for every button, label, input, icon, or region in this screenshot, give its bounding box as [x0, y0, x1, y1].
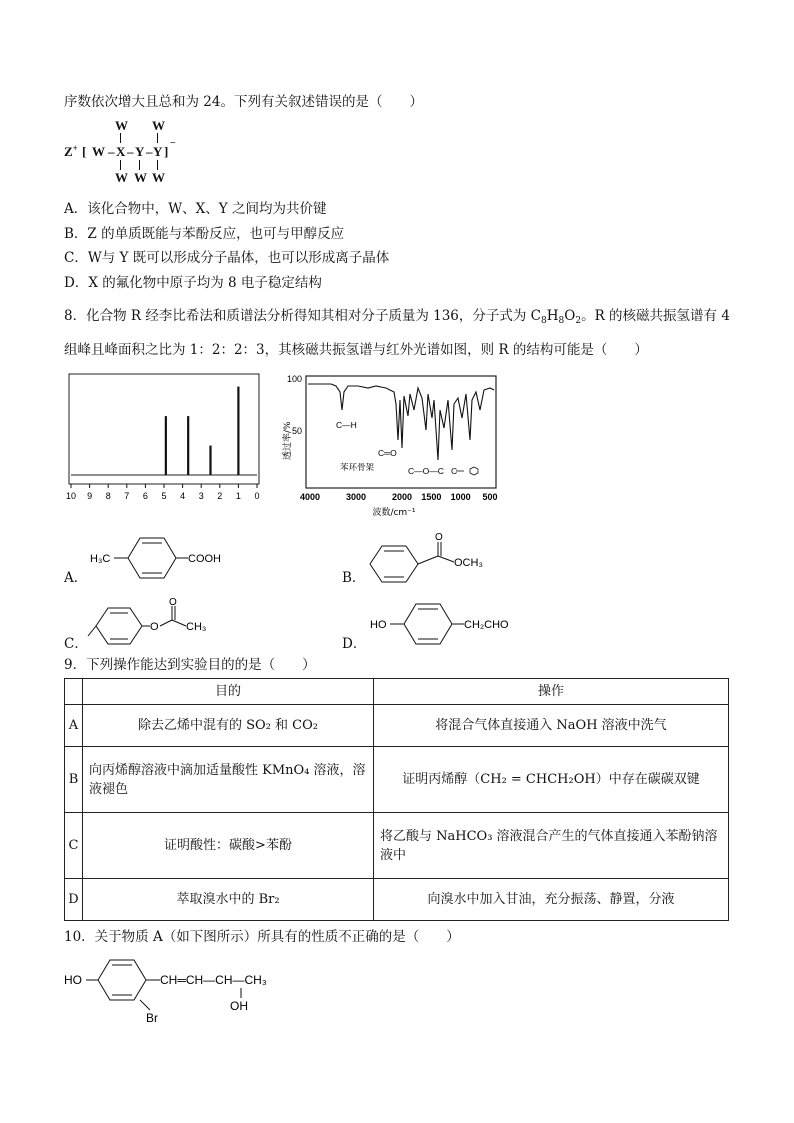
group-text: O [435, 532, 443, 543]
bond-line [157, 160, 158, 170]
option-label: D． [342, 636, 367, 652]
group-text: OH [230, 999, 248, 1013]
q8-stem-line1: 8．化合物 R 经李比希法和质谱法分析得知其相对分子质量为 136，分子式为 $C_8H_8O_2$。R 的核磁共振氢谱有 4 [64, 308, 730, 326]
row-operation: 将乙酸与 NaHCO₃ 溶液混合产生的气体直接通入苯酚钠溶液中 [374, 813, 729, 879]
ir-annot-coc: C—O—C [408, 466, 444, 476]
nmr-tick-label: 4 [180, 491, 186, 501]
nmr-tick-label: 3 [198, 491, 204, 501]
top-w1: W [115, 118, 128, 133]
substance-a-structure-icon [64, 950, 324, 1030]
nmr-tick-label: 2 [217, 491, 223, 501]
q7-option-d: D．X 的氟化物中原子均为 8 电子稳定结构 [64, 275, 322, 291]
group-text: H₃C [90, 553, 111, 565]
table-row [65, 747, 729, 813]
header-purpose: 目的 [83, 679, 374, 705]
ir-tick-label: 4000 [299, 492, 321, 502]
nmr-tick-label: 1 [235, 491, 241, 501]
q9-stem: 9．下列操作能达到实验目的的是（ ） [64, 657, 316, 673]
group-text: CH₃ [186, 621, 207, 633]
atom-y1: Y [135, 144, 145, 159]
z-cation: Z+ [64, 143, 78, 159]
ir-annot-benzene-icon [470, 467, 478, 475]
group-text: CH═CH—CH—CH₃ [160, 973, 267, 987]
ir-ytick-50: 50 [291, 426, 302, 436]
ir-annot-c: C [451, 466, 458, 476]
group-text: O [150, 621, 159, 633]
nmr-tick-label: 7 [124, 491, 130, 501]
nmr-tick-label: 9 [87, 491, 93, 501]
atom-y2: Y [153, 144, 163, 159]
ir-annot-ch: C—H [336, 420, 357, 430]
bottom-w3: W [152, 170, 165, 185]
row-purpose: 萃取溴水中的 Br₂ [83, 879, 374, 921]
nmr-tick-label: 0 [254, 491, 260, 501]
bond: – [127, 144, 134, 159]
atom-w: W [92, 144, 105, 159]
bond-line [139, 160, 140, 170]
ir-tick-label: 1500 [421, 492, 442, 502]
nmr-tick-label: 6 [142, 491, 148, 501]
q7-option-b: B．Z 的单质既能与苯酚反应，也可与甲醇反应 [64, 226, 345, 242]
row-key: D [65, 879, 83, 921]
nmr-spectrum-chart [60, 372, 266, 504]
ir-tick-label: 1000 [450, 492, 471, 502]
bond: – [146, 144, 153, 159]
atom-x: X [116, 144, 126, 159]
bond-line [120, 133, 121, 143]
bracket-left: [ [82, 144, 87, 159]
table-header-row [65, 679, 729, 705]
ir-tick-label: 3000 [345, 492, 367, 502]
q10-stem: 10．关于物质 A（如下图所示）所具有的性质不正确的是（ ） [64, 929, 460, 945]
toluic-acid-structure-icon [84, 530, 284, 586]
anion-charge: − [170, 138, 176, 149]
q7-option-a: A．该化合物中，W、X、Y 之间均为共价键 [64, 201, 327, 217]
q7-stem: 序数依次增大且总和为 24。下列有关叙述错误的是（ ） [64, 94, 423, 110]
row-key: C [65, 813, 83, 879]
group-text: OCH₃ [454, 557, 483, 569]
q7-option-c: C．W与 Y 既可以形成分子晶体，也可以形成离子晶体 [64, 250, 390, 266]
row-operation: 向溴水中加入甘油，充分振荡、静置，分液 [374, 879, 729, 921]
bond-line [157, 133, 158, 143]
row-purpose: 向丙烯醇溶液中滴加适量酸性 KMnO₄ 溶液，溶液褪色 [83, 747, 374, 813]
row-purpose: 证明酸性：碳酸>苯酚 [83, 813, 374, 879]
bracket-right: ] [164, 144, 169, 159]
option-label: B． [342, 570, 366, 586]
ir-ylabel: 透过率/% [283, 421, 293, 460]
table-row [65, 813, 729, 879]
q8-stem-line2: 组峰且峰面积之比为 1：2：2：3，其核磁共振氢谱与红外光谱如图，则 R 的结构可能是（ ） [64, 342, 648, 358]
row-purpose: 除去乙烯中混有的 SO₂ 和 CO₂ [83, 705, 374, 747]
group-text: Br [146, 1011, 158, 1025]
methyl-benzoate-structure-icon [360, 530, 560, 586]
nmr-tick-label: 5 [161, 491, 167, 501]
bottom-w2: W [134, 170, 147, 185]
q7-structure [64, 118, 194, 188]
group-text: COOH [188, 553, 221, 565]
ir-xlabel: 波数/cm⁻¹ [372, 508, 416, 518]
ir-annot-co: C═O [378, 448, 397, 458]
q8-option-d [342, 596, 582, 652]
table-row [65, 705, 729, 747]
bond: – [108, 144, 115, 159]
group-text: HO [64, 973, 82, 987]
tolyl-acetate-structure-icon [86, 596, 286, 652]
ir-spectrum-chart [276, 370, 506, 520]
hydroxyphenylacetaldehyde-structure-icon [368, 596, 568, 652]
nmr-tick-label: 10 [65, 491, 77, 501]
ir-ytick-100: 100 [286, 374, 302, 384]
ir-annot-ring: 苯环骨架 [340, 463, 375, 473]
bottom-w1: W [115, 170, 128, 185]
ir-tick-label: 500 [482, 492, 498, 502]
nmr-tick-label: 8 [105, 491, 111, 501]
option-label: A． [64, 570, 88, 586]
group-text: HO [370, 619, 387, 631]
row-key: A [65, 705, 83, 747]
row-operation: 将混合气体直接通入 NaOH 溶液中洗气 [374, 705, 729, 747]
bond-line [120, 160, 121, 170]
row-key: B [65, 747, 83, 813]
ir-tick-label: 2000 [391, 492, 413, 502]
top-w2: W [152, 118, 165, 133]
option-label: C． [64, 636, 88, 652]
q8-option-a [64, 530, 304, 586]
q8-option-b [342, 530, 582, 586]
row-operation: 证明丙烯醇（CH₂ = CHCH₂OH）中存在碳碳双键 [374, 747, 729, 813]
nmr-frame [69, 374, 259, 484]
header-key [65, 679, 83, 705]
header-operation: 操作 [374, 679, 729, 705]
q9-table [64, 678, 729, 921]
q8-option-c [64, 596, 304, 652]
group-text: O [169, 597, 177, 608]
table-row [65, 879, 729, 921]
group-text: CH₂CHO [464, 619, 509, 631]
